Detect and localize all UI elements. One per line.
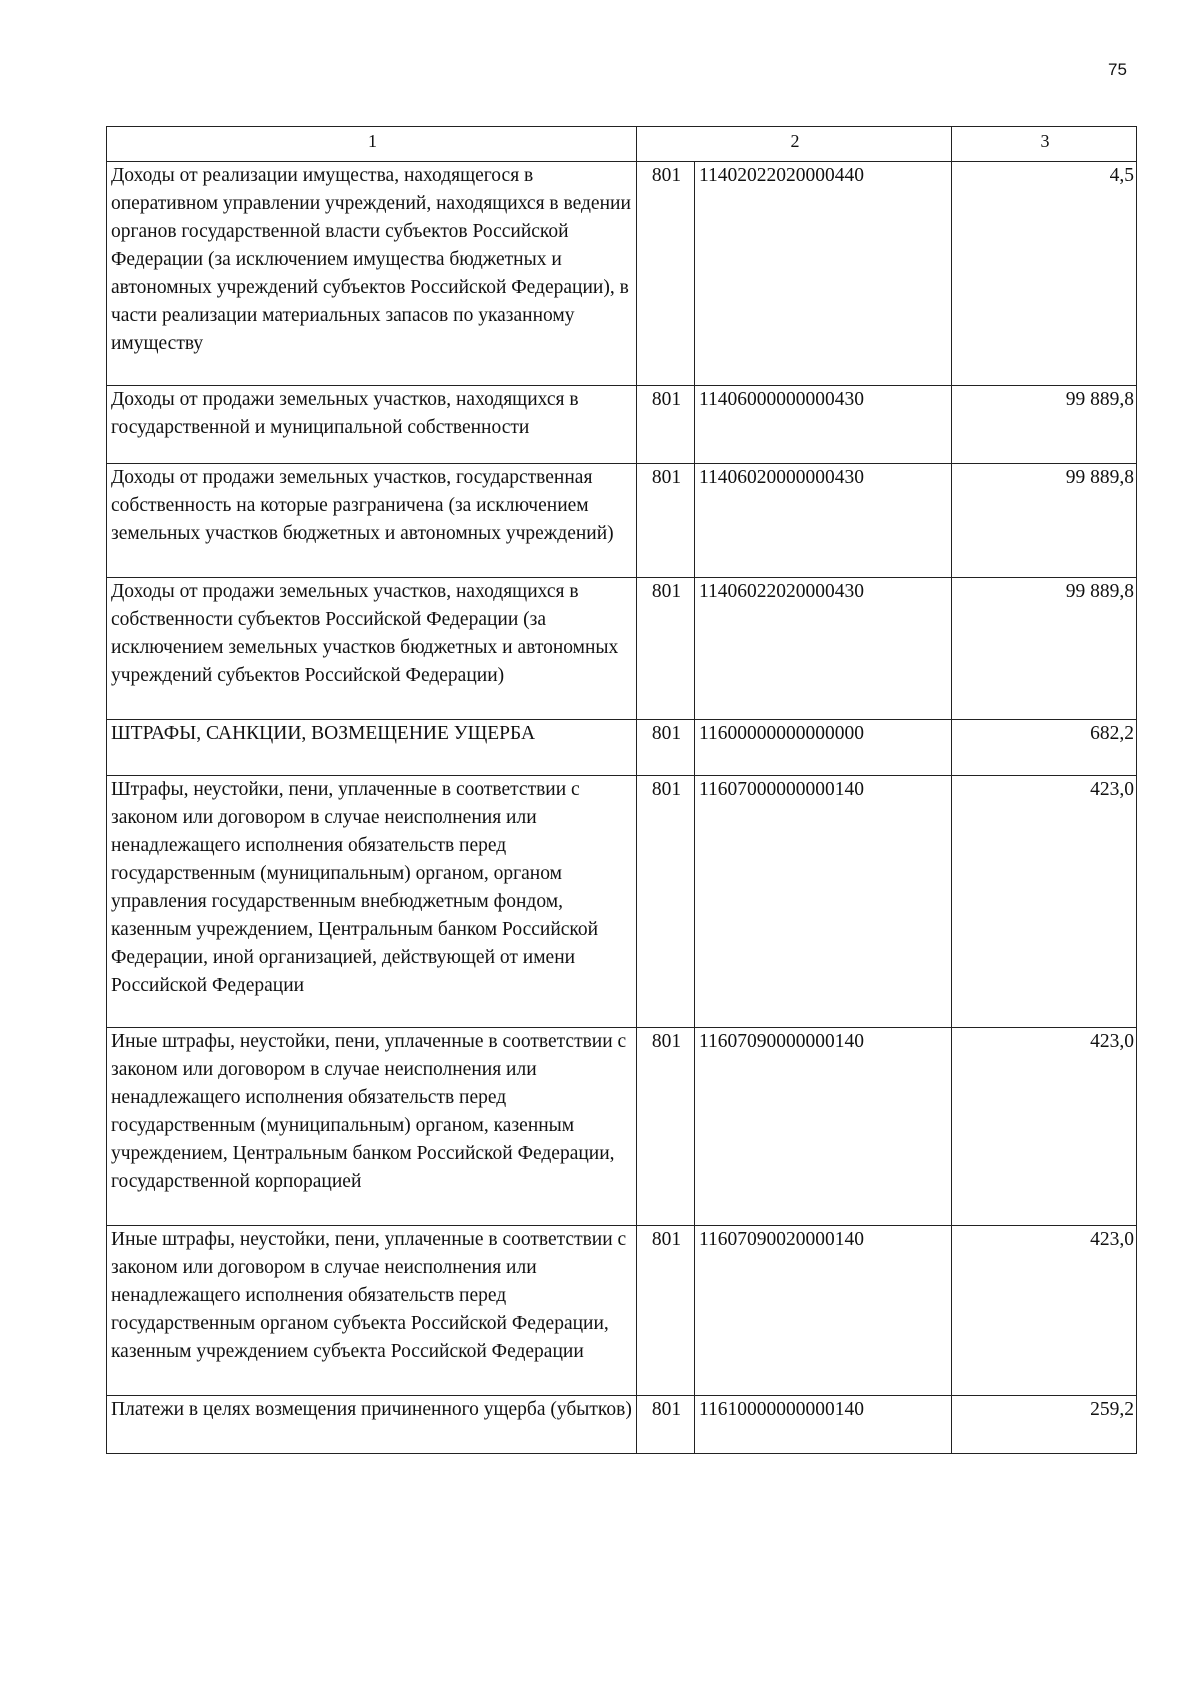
row-budget-code: 11607000000000140	[695, 776, 952, 1028]
row-budget-code: 11406022020000430	[695, 578, 952, 720]
table-row	[107, 1226, 1137, 1396]
row-name: Иные штрафы, неустойки, пени, уплаченные в соответствии с законом или договором в случае неисполнения или ненадлежащего исполнения обязательств перед государственным органом субъекта Российской Федерации, казенным учреждением субъекта Российской Федерации	[107, 1226, 637, 1396]
header-col-3: 3	[952, 127, 1137, 162]
table-header-row	[107, 127, 1137, 162]
row-sum: 99 889,8	[952, 386, 1137, 464]
row-budget-code: 11610000000000140	[695, 1396, 952, 1454]
table-row	[107, 464, 1137, 578]
page-number: 75	[1108, 60, 1127, 79]
row-admin-code: 801	[637, 464, 695, 578]
row-name: Иные штрафы, неустойки, пени, уплаченные в соответствии с законом или договором в случае неисполнения или ненадлежащего исполнения обязательств перед государственным (муниципальным) органом, казенным учреждением, Центральным банком Российской Федерации, государственной корпорацией	[107, 1028, 637, 1226]
row-admin-code: 801	[637, 776, 695, 1028]
row-budget-code: 11607090020000140	[695, 1226, 952, 1396]
table-row	[107, 1396, 1137, 1454]
row-admin-code: 801	[637, 1028, 695, 1226]
row-admin-code: 801	[637, 578, 695, 720]
row-admin-code: 801	[637, 386, 695, 464]
table-row	[107, 720, 1137, 776]
row-admin-code: 801	[637, 720, 695, 776]
row-sum: 259,2	[952, 1396, 1137, 1454]
table-row	[107, 386, 1137, 464]
row-name: Доходы от продажи земельных участков, находящихся в государственной и муниципальной собственности	[107, 386, 637, 464]
header-col-2: 2	[637, 127, 952, 162]
row-sum: 423,0	[952, 1028, 1137, 1226]
row-name: Штрафы, неустойки, пени, уплаченные в соответствии с законом или договором в случае неисполнения или ненадлежащего исполнения обязательств перед государственным (муниципальным) органом, органом управления государственным внебюджетным фондом, казенным учреждением, Центральным банком Российской Федерации, иной организацией, действующей от имени Российской Федерации	[107, 776, 637, 1028]
row-budget-code: 11607090000000140	[695, 1028, 952, 1226]
row-name: Доходы от продажи земельных участков, находящихся в собственности субъектов Российской Федерации (за исключением земельных участков бюджетных и автономных учреждений субъектов Российской Федерации)	[107, 578, 637, 720]
row-sum: 99 889,8	[952, 464, 1137, 578]
row-sum: 99 889,8	[952, 578, 1137, 720]
row-budget-code: 11402022020000440	[695, 162, 952, 386]
row-sum: 4,5	[952, 162, 1137, 386]
row-admin-code: 801	[637, 162, 695, 386]
row-budget-code: 11600000000000000	[695, 720, 952, 776]
row-name: Доходы от продажи земельных участков, государственная собственность на которые разграничена (за исключением земельных участков бюджетных и автономных учреждений)	[107, 464, 637, 578]
row-budget-code: 11406020000000430	[695, 464, 952, 578]
table-row	[107, 578, 1137, 720]
row-admin-code: 801	[637, 1226, 695, 1396]
row-name: ШТРАФЫ, САНКЦИИ, ВОЗМЕЩЕНИЕ УЩЕРБА	[107, 720, 637, 776]
header-col-1: 1	[107, 127, 637, 162]
row-budget-code: 11406000000000430	[695, 386, 952, 464]
revenue-table	[106, 126, 1137, 1454]
table-row	[107, 1028, 1137, 1226]
table-row	[107, 776, 1137, 1028]
row-sum: 423,0	[952, 776, 1137, 1028]
row-admin-code: 801	[637, 1396, 695, 1454]
row-sum: 682,2	[952, 720, 1137, 776]
table-row	[107, 162, 1137, 386]
row-sum: 423,0	[952, 1226, 1137, 1396]
row-name: Доходы от реализации имущества, находящегося в оперативном управлении учреждений, находящихся в ведении органов государственной власти субъектов Российской Федерации (за исключением имущества бюджетных и автономных учреждений субъектов Российской Федерации), в части реализации материальных запасов по указанному имуществу	[107, 162, 637, 386]
row-name: Платежи в целях возмещения причиненного ущерба (убытков)	[107, 1396, 637, 1454]
